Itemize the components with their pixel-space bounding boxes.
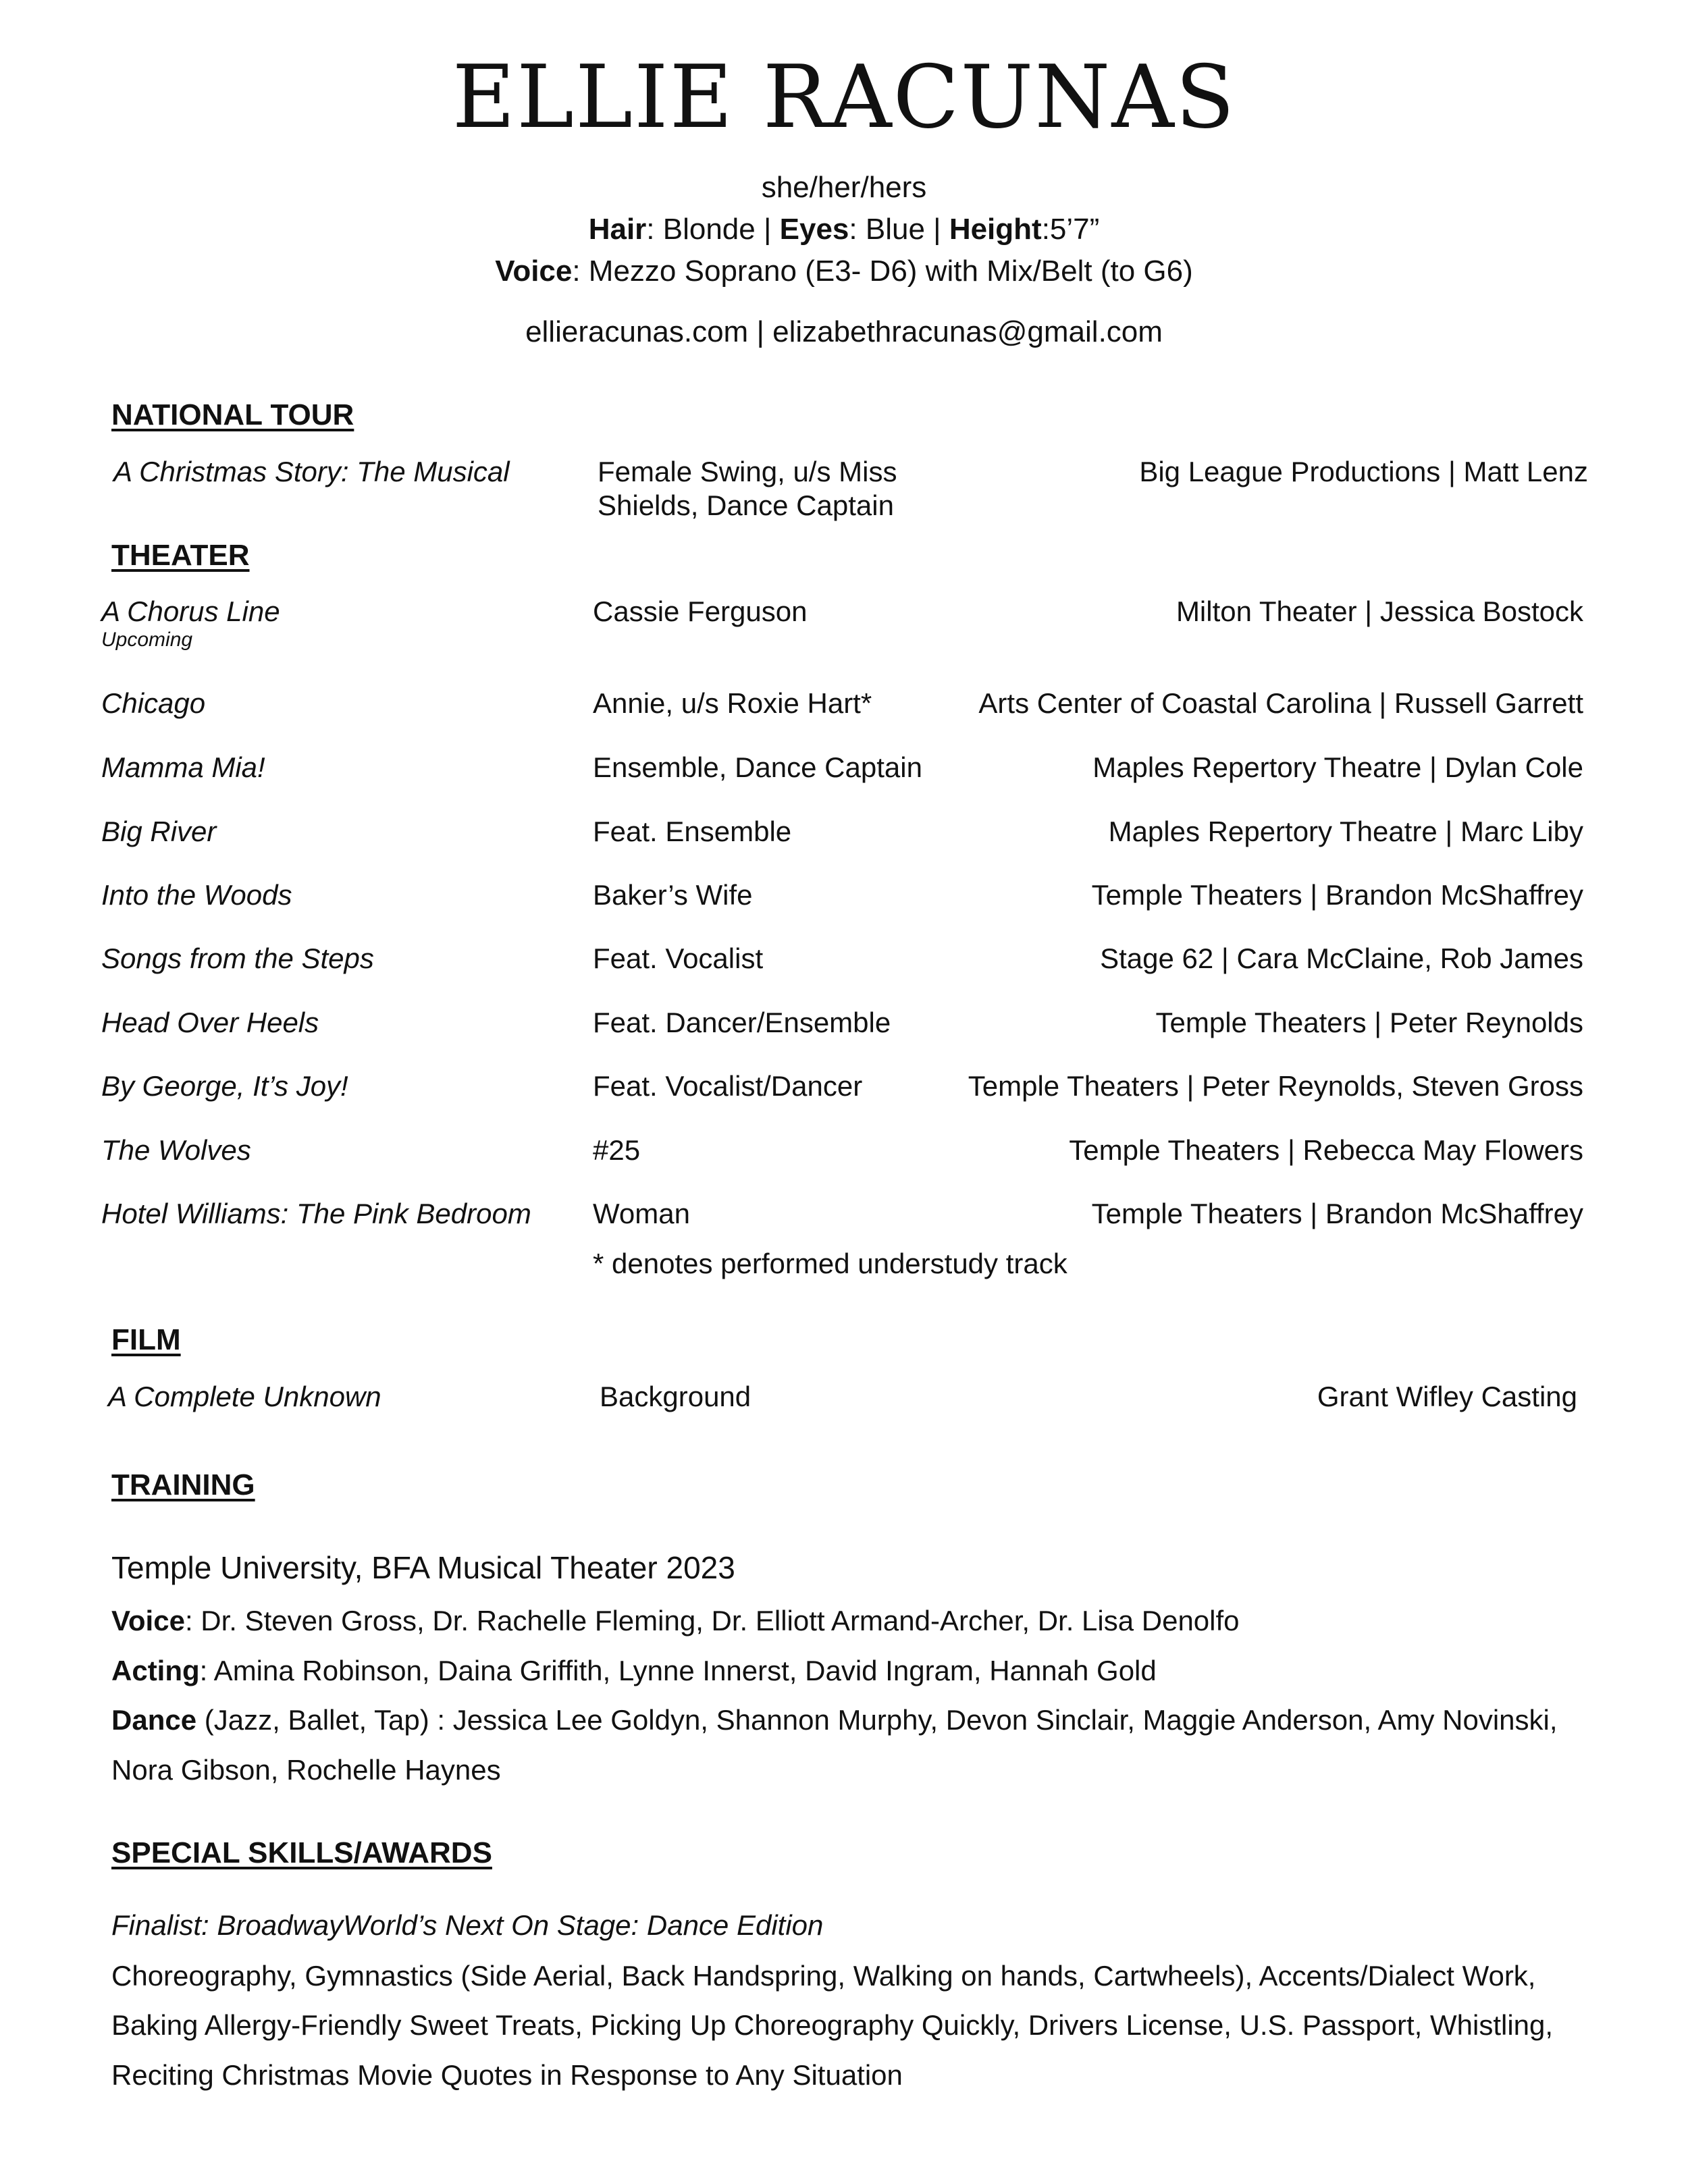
credit-show: A Complete Unknown — [108, 1381, 381, 1412]
credit-show: A Chorus Line — [101, 595, 280, 627]
hair-value: : Blonde | — [646, 213, 780, 246]
credit-row — [0, 1198, 1688, 1238]
voice-type — [0, 251, 1688, 292]
credit-company: Maples Repertory Theatre | Marc Liby — [1108, 816, 1583, 847]
credit-row — [0, 595, 1688, 651]
credit-show: Big River — [101, 816, 217, 847]
credit-company: Grant Wifley Casting — [1317, 1381, 1577, 1412]
credit-role-continued: Shields, Dance Captain — [598, 489, 894, 521]
credit-show: Head Over Heels — [101, 1007, 319, 1038]
physical-stats — [0, 209, 1688, 250]
training-dance-label: Dance — [111, 1704, 197, 1736]
training-voice-label: Voice — [111, 1605, 185, 1636]
training-dance-teachers: (Jazz, Ballet, Tap) : Jessica Lee Goldyn, Shannon Murphy, Devon Sinclair, Maggie Anderson, Amy Novinski, — [196, 1704, 1558, 1736]
credit-row — [0, 687, 1688, 728]
credit-company: Big League Productions | Matt Lenz — [1139, 456, 1588, 487]
credit-role: Cassie Ferguson — [593, 595, 808, 627]
height-value: :5’7” — [1041, 213, 1100, 246]
credit-role: Feat. Ensemble — [593, 816, 792, 847]
credit-row — [0, 879, 1688, 920]
credit-row — [0, 1134, 1688, 1175]
award-finalist: Finalist: BroadwayWorld’s Next On Stage: Dance Edition — [111, 1909, 824, 1941]
credit-role: Feat. Dancer/Ensemble — [593, 1007, 891, 1038]
training-school: Temple University, BFA Musical Theater 2023 — [111, 1550, 735, 1585]
credit-company: Arts Center of Coastal Carolina | Russell Garrett — [978, 687, 1583, 719]
skills-line: Baking Allergy-Friendly Sweet Treats, Picking Up Choreography Quickly, Drivers License, U.S. Passport, Whistling, — [111, 2009, 1554, 2041]
credit-show: The Wolves — [101, 1134, 251, 1166]
credit-company: Temple Theaters | Peter Reynolds — [1155, 1007, 1583, 1038]
credit-row — [0, 816, 1688, 856]
training-dance — [111, 1695, 1631, 1745]
training-acting — [111, 1646, 1631, 1696]
credit-row — [0, 1007, 1688, 1047]
training-voice — [111, 1596, 1631, 1646]
theater-heading: THEATER — [111, 539, 250, 572]
training-voice-teachers: : Dr. Steven Gross, Dr. Rachelle Fleming, Dr. Elliott Armand-Archer, Dr. Lisa Denolfo — [184, 1605, 1240, 1636]
training-acting-teachers: : Amina Robinson, Daina Griffith, Lynne Innerst, David Ingram, Hannah Gold — [199, 1655, 1157, 1686]
voice-label: Voice — [495, 255, 573, 288]
skills-line: Choreography, Gymnastics (Side Aerial, Back Handspring, Walking on hands, Cartwheels), Accents/Dialect Work, — [111, 1960, 1536, 1992]
credit-show: Songs from the Steps — [101, 942, 374, 974]
credit-status: Upcoming — [101, 629, 193, 651]
skills-line: Reciting Christmas Movie Quotes in Response to Any Situation — [111, 2059, 903, 2091]
applicant-name: ELLIE RACUNAS — [452, 47, 1236, 148]
credit-company: Temple Theaters | Rebecca May Flowers — [1069, 1134, 1583, 1166]
credit-role: Annie, u/s Roxie Hart* — [593, 687, 872, 719]
eyes-value: : Blue | — [849, 213, 949, 246]
credit-company: Temple Theaters | Brandon McShaffrey — [1091, 879, 1583, 911]
credit-show: Mamma Mia! — [101, 751, 265, 783]
credit-show: By George, It’s Joy! — [101, 1070, 348, 1102]
credit-role: Feat. Vocalist/Dancer — [593, 1070, 863, 1102]
voice-value: : Mezzo Soprano (E3- D6) with Mix/Belt (to G6) — [572, 255, 1193, 288]
pronouns: she/her/hers — [761, 171, 927, 204]
credit-company: Temple Theaters | Brandon McShaffrey — [1091, 1198, 1583, 1229]
training-dance-continued: Nora Gibson, Rochelle Haynes — [111, 1754, 501, 1786]
credit-role: #25 — [593, 1134, 641, 1166]
credit-row — [0, 751, 1688, 792]
training-acting-label: Acting — [111, 1655, 200, 1686]
credit-company: Stage 62 | Cara McClaine, Rob James — [1100, 942, 1583, 974]
skills-heading: SPECIAL SKILLS/AWARDS — [111, 1836, 492, 1869]
credit-role: Female Swing, u/s Miss — [598, 456, 897, 487]
credit-role: Feat. Vocalist — [593, 942, 764, 974]
credit-row — [0, 1070, 1688, 1111]
credit-show: Hotel Williams: The Pink Bedroom — [101, 1198, 531, 1229]
credit-row — [0, 1381, 1688, 1421]
credit-role: Baker’s Wife — [593, 879, 753, 911]
height-label: Height — [949, 213, 1042, 246]
credit-show: A Christmas Story: The Musical — [113, 456, 510, 487]
understudy-footnote: * denotes performed understudy track — [593, 1248, 1067, 1279]
credit-role: Background — [600, 1381, 751, 1412]
contact-info: ellieracunas.com | elizabethracunas@gmail.com — [525, 315, 1163, 348]
credit-row — [0, 942, 1688, 983]
training-heading: TRAINING — [111, 1468, 255, 1501]
hair-label: Hair — [588, 213, 647, 246]
credit-company: Maples Repertory Theatre | Dylan Cole — [1092, 751, 1583, 783]
credit-company: Temple Theaters | Peter Reynolds, Steven Gross — [968, 1070, 1583, 1102]
film-heading: FILM — [111, 1323, 181, 1356]
eyes-label: Eyes — [779, 213, 849, 246]
credit-role: Woman — [593, 1198, 690, 1229]
credit-show: Chicago — [101, 687, 206, 719]
credit-company: Milton Theater | Jessica Bostock — [1176, 595, 1583, 627]
credit-row — [0, 456, 1688, 521]
national-tour-heading: NATIONAL TOUR — [111, 398, 354, 431]
credit-show: Into the Woods — [101, 879, 292, 911]
credit-role: Ensemble, Dance Captain — [593, 751, 922, 783]
